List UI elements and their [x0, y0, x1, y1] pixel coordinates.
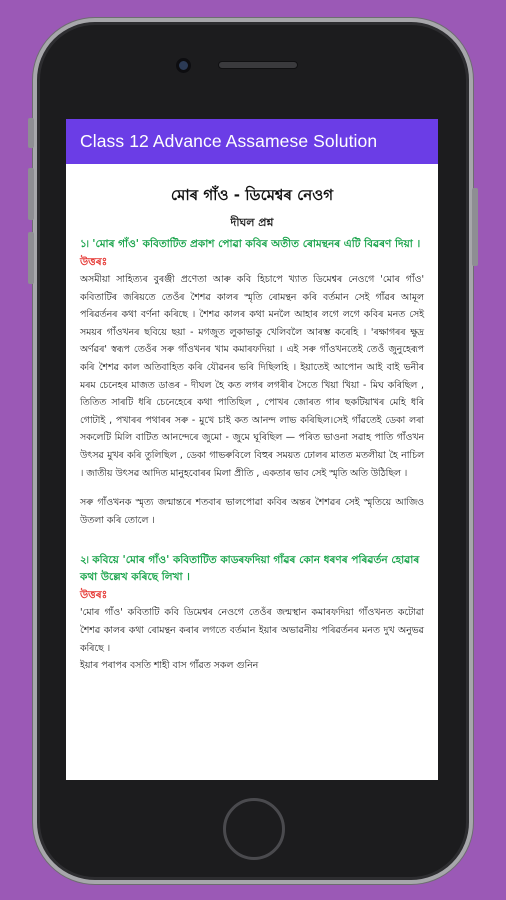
phone-screen	[66, 119, 438, 780]
answer-label-2: উত্তৰঃ	[80, 589, 108, 602]
spacer	[80, 529, 424, 549]
volume-up-button	[28, 168, 34, 220]
home-button[interactable]	[223, 798, 285, 860]
question-2: ২৷ কবিয়ে 'মোৰ গাঁও' কবিতাটিত কাডৰফদিয়া গাঁৱৰ কোন ধৰণৰ পৰিৱৰ্তন হোৱাৰ কথা উল্লেখ কৰিছে লিখা ।	[80, 554, 420, 584]
answer-2-paragraph-2: ইয়াৰ পৰাপৰ বসতি শাহী বাস গাঁৱত সকল গুনিন	[80, 660, 259, 672]
answer-label-1: উত্তৰঃ	[80, 256, 108, 268]
front-camera	[176, 58, 191, 73]
earpiece-speaker	[218, 61, 298, 69]
chapter-title: মোৰ গাঁও - ডিমেশ্বৰ নেওগ	[170, 186, 334, 204]
question-1: ১৷ 'মোৰ গাঁও' কবিতাটিত প্ৰকাশ পোৱা কবিৰ অতীত ৰোমন্থনৰ এটি বিৱৰণ দিয়া ।	[80, 238, 421, 250]
power-button	[472, 188, 478, 266]
mute-switch	[28, 118, 34, 148]
spacer	[80, 482, 424, 494]
answer-2-paragraph-1: 'মোৰ গাঁও' কবিতাটি কবি ডিমেশ্বৰ নেওগে তেওঁৰ জন্মস্থান কমাৰফদিয়া গাঁওখনত কটোৱা শৈশৱ কালৰ কথা ৰোমন্থন কৰাৰ লগতে বৰ্তমান ইয়াৰ অভাৱনীয় পৰিৱৰ্তনৰ মনত দুখ অনুভৱ কৰিছে ।	[80, 607, 424, 654]
section-title: দীঘল প্ৰশ্ন	[230, 216, 274, 229]
app-title: Class 12 Advance Assamese Solution	[80, 131, 378, 151]
app-bar	[66, 119, 438, 164]
content-area[interactable]	[66, 164, 438, 675]
volume-down-button	[28, 232, 34, 284]
answer-1-paragraph-1: অসমীয়া সাহিত্যৰ বুৰঞ্জী প্ৰণেতা আৰু কবি হিচাপে খ্যাত ডিমেশ্বৰ নেওগে 'মোৰ গাঁও' কবিতাটিৰ জৰিয়তে তেওঁৰ শৈশৱ কালৰ স্মৃতি ৰোমন্থন কৰি বৰ্তমান সেই গাঁৱৰ আমূল পৰিৱৰ্তনৰ কথা বৰ্ণনা কৰিছে । শৈশৱ কালৰ কথা মনলৈ আহাৰ লগে লগে কবিৰ মনত সেই সময়ৰ গাঁওখনৰ ছবিয়ে ছয়া - মগজুত লুকাভাকু খেলিবলৈ আৰম্ভ কৰেহি । 'ৰক্ষাগৰৰ ক্ষুদ্ৰ অৰ্ণৱৰ' স্বৰূপ তেওঁৰ সৰু গাঁওখনৰ খাম কমাৰফদিয়া । এই সৰু গাঁওখনতেই তেওঁ জুনুহেৰূপ কৰি শৈশৱ কাল অতিবাহিত কৰি যৌৱনৰ ভৰি দিছিলহি । ইয়াতেই আপোন আই বাই ভনীৰ মৰম চেনেহৰ মাজত ডাঙৰ - দীঘল হৈ কত লগৰ লগৰীৰ সৈতে খিয়া খিয়া - মিঘ কৰিছিল , তিতিত সাৰটি ধৰি চেনেহেৰে কথা পাতিছিল , পোখৰ জোৰত গাৰ ছকটিয়াখৰ মেহি ধৰি গোটাই , পখাৰৰ পথাৰৰ সৰু - মুখে চাই কত আনন্দ লাভ কৰিছিল।সেই গাঁৱতেই ডেকা লৰা সকলেটি মিলি বাটিত আনন্দেৰে জুমো - জুমে ঘূৰিছিল — পৰিত ভাওনা সৱাহ পাতি গাঁওখন উৎসৱ মুখৰ কৰি তুলিছিল , ডেকা গাভৰুবিলে বিহুৰ সময়ত ঢোলৰ মাতত মতলীয়া হৈ নাচিল । জাতীয় উৎসৱ আদিত মানুহবোৰৰ মিলা প্ৰীতি , একতাৰ ভাব সেই স্মৃতি অতি উঠিছিল ।	[80, 274, 424, 479]
answer-1-paragraph-2: সৰু গাঁওখনক স্মৃত্য জন্মান্তৰে শতবাৰ ভালপোৱা কবিৰ অন্তৰ শৈশৱৰ সেই স্মৃতিয়ে আজিও উতলা কৰি তোলে ।	[80, 497, 424, 526]
